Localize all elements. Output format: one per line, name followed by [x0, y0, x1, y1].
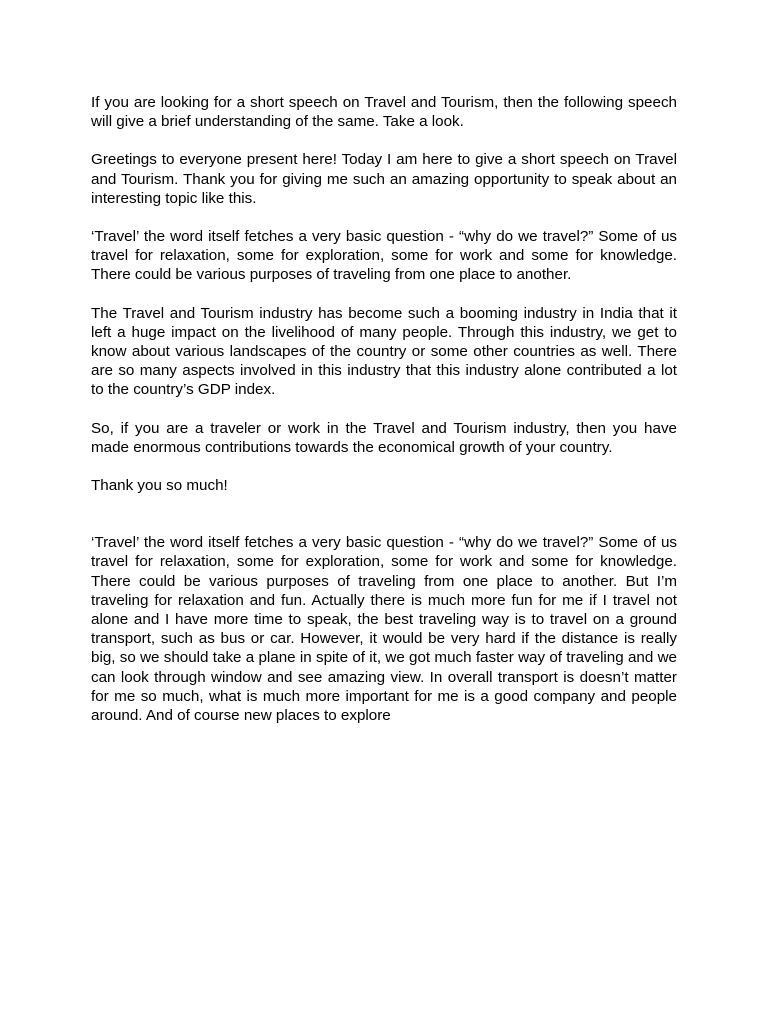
document-body: [91, 93, 677, 744]
paragraph-contribution: So, if you are a traveler or work in the Travel and Tourism industry, then you have made enormous contributions towards the economical growth of your country.: [91, 419, 677, 456]
paragraph-thanks: Thank you so much!: [91, 477, 228, 495]
paragraph-intro: If you are looking for a short speech on Travel and Tourism, then the following speech will give a brief understanding of the same. Take a look.: [91, 94, 677, 131]
paragraph-personal-travel: ‘Travel’ the word itself fetches a very basic question - “why do we travel?” Some of us travel for relaxation, some for exploration, some for work and some for knowledge. There could be various purposes of traveling from one place to another. But I’m traveling for relaxation and fun. Actually there is much more fun for me if I travel not alone and I have more time to speak, the best traveling way is to travel on a ground transport, such as bus or car. However, it would be very hard if the distance is really big, so we should take a plane in spite of it, we got much faster way of traveling and we can look through window and see amazing view. In overall transport is doesn’t matter for me so much, what is much more important for me is a good company and people around. And of course new places to explore: [91, 534, 677, 725]
paragraph-industry: The Travel and Tourism industry has become such a booming industry in India that it left a huge impact on the livelihood of many people. Through this industry, we get to know about various landscapes of the country or some other countries as well. There are so many aspects involved in this industry that this industry alone contributed a lot to the country’s GDP index.: [91, 304, 677, 399]
paragraph-greeting: Greetings to everyone present here! Today I am here to give a short speech on Travel and Tourism. Thank you for giving me such an amazing opportunity to speak about an interesting topic like this.: [91, 151, 677, 207]
paragraph-travel-question: ‘Travel’ the word itself fetches a very basic question - “why do we travel?” Some of us travel for relaxation, some for exploration, some for work and some for knowledge. There could be various purposes of traveling from one place to another.: [91, 228, 677, 284]
